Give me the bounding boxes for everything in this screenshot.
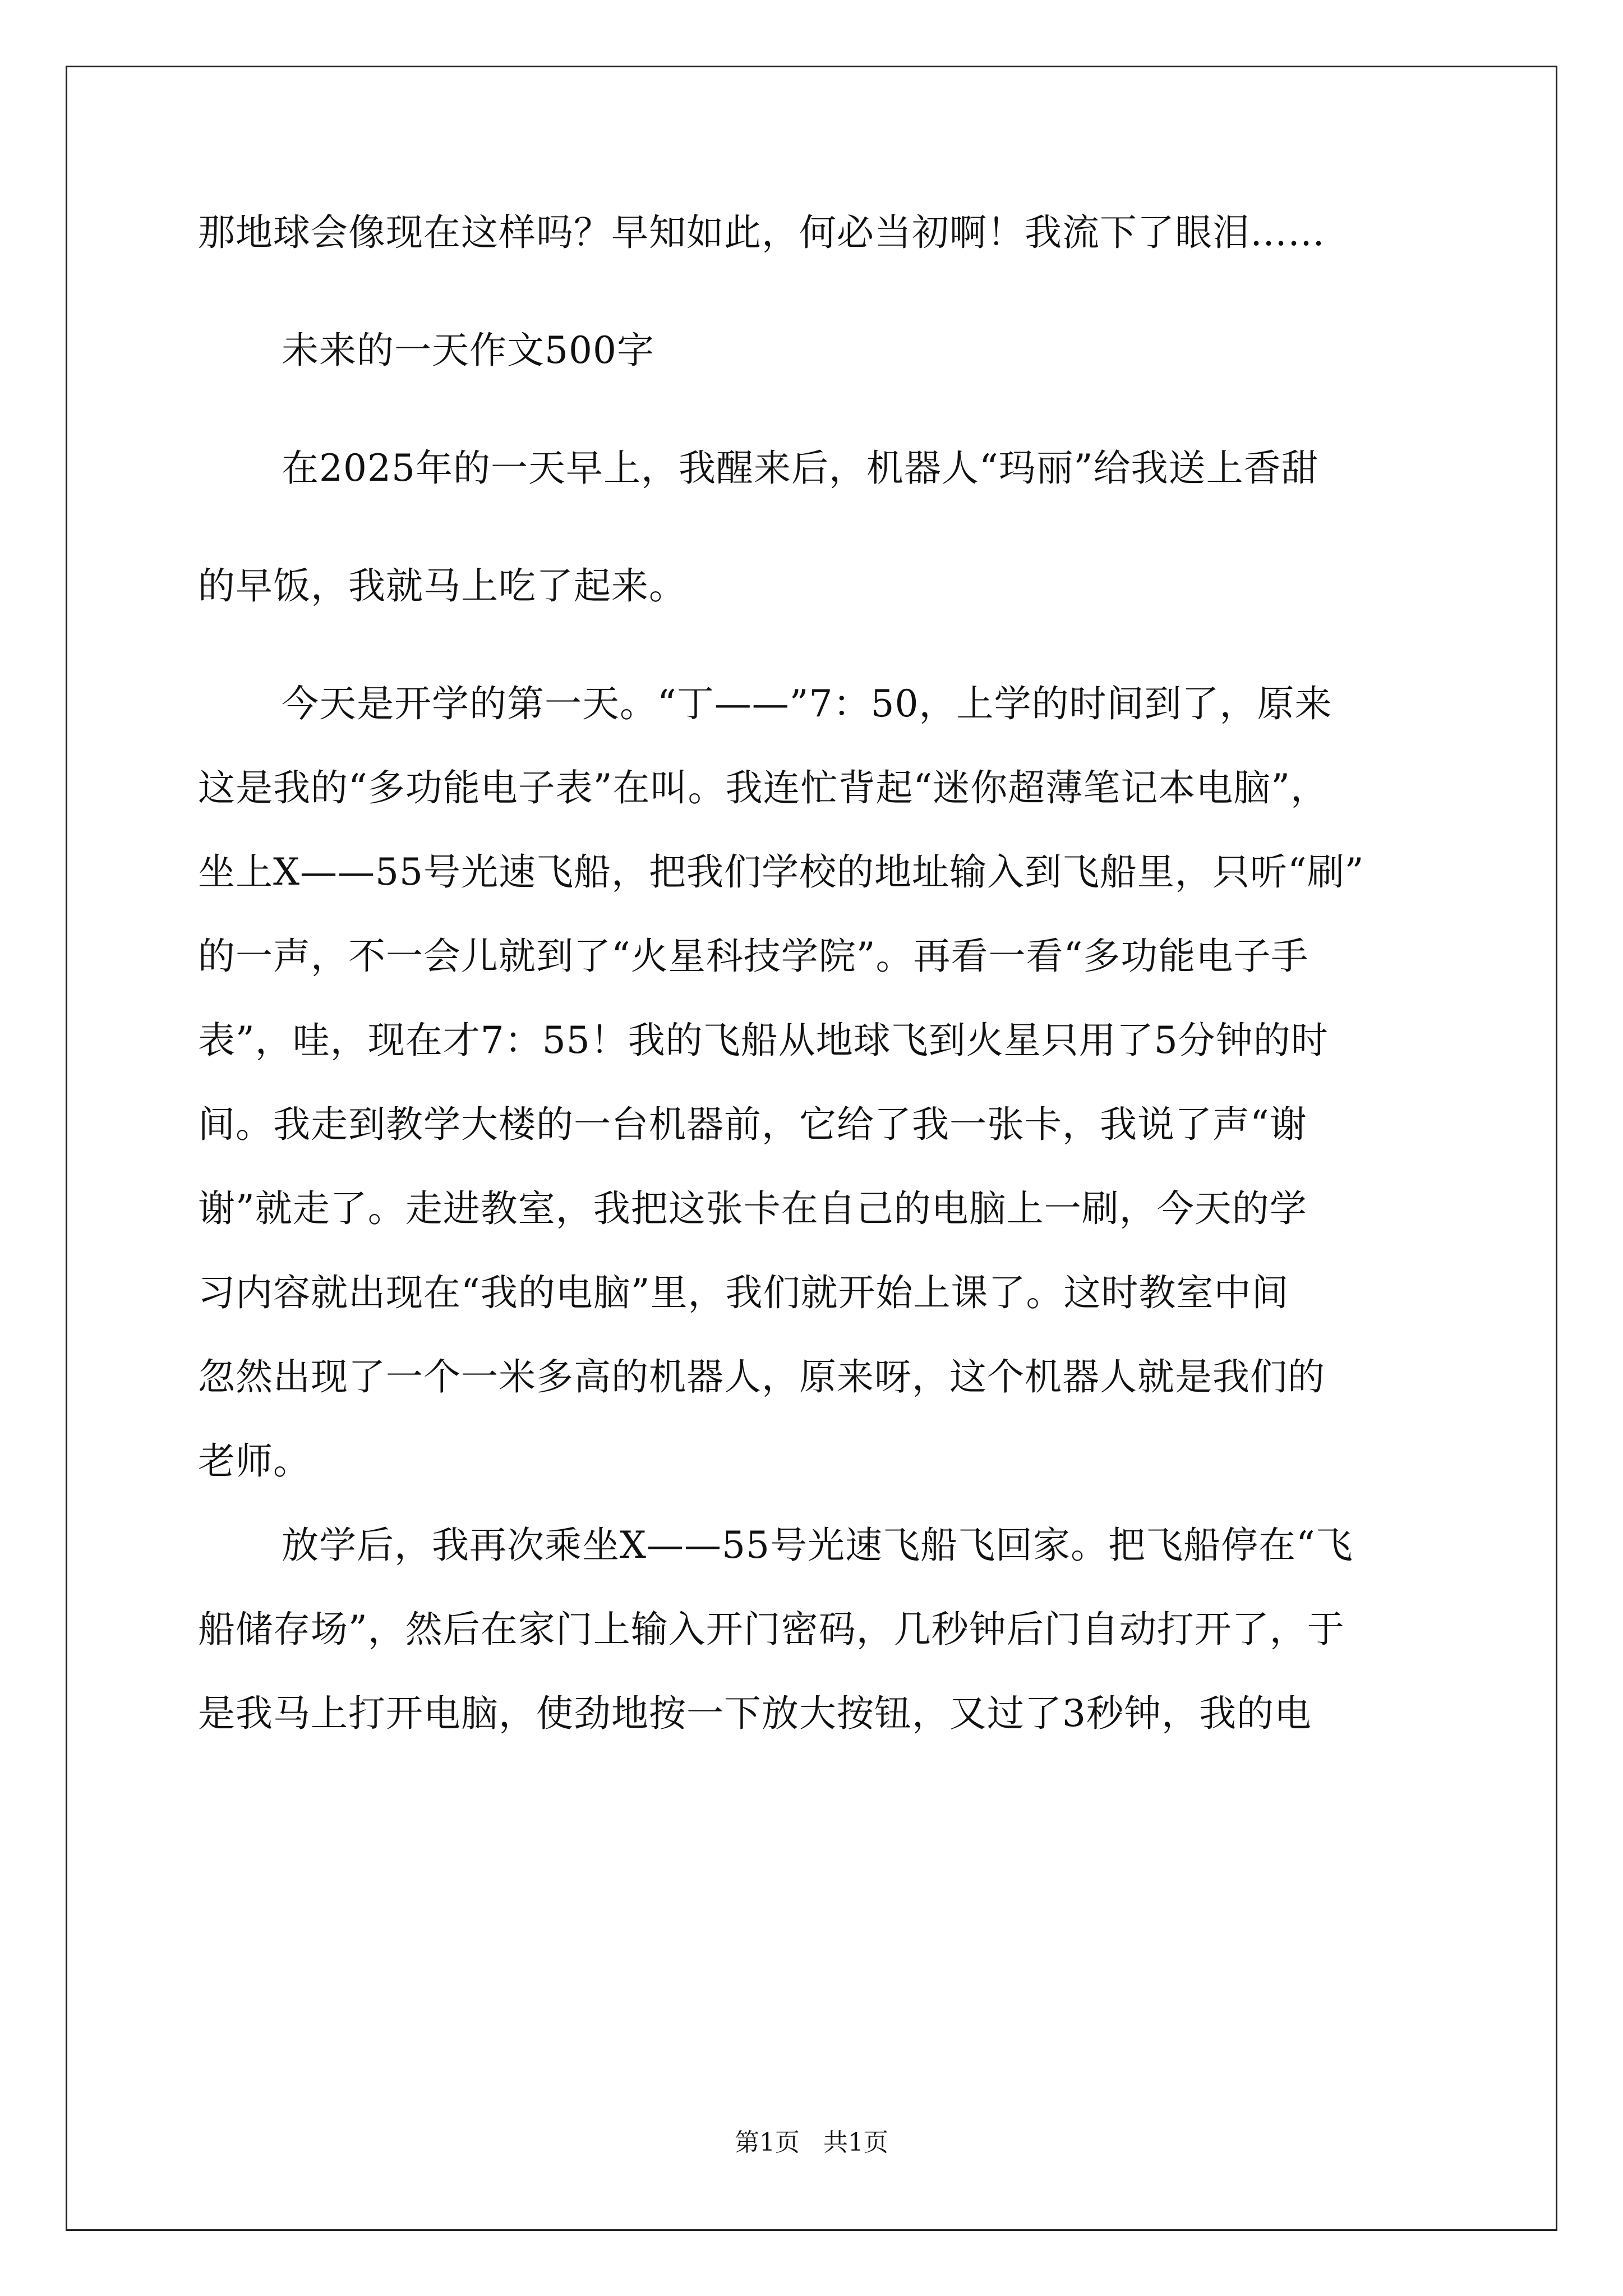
paragraph-1-line-2: 的早饭，我就马上吃了起来。	[198, 564, 686, 608]
paragraph-2-line-3: 坐上X——55号光速飞船，把我们学校的地址输入到飞船里，只听“刷”	[198, 850, 1364, 894]
paragraph-3-line-3: 是我马上打开电脑，使劲地按一下放大按钮，又过了3秒钟，我的电	[198, 1692, 1312, 1735]
paragraph-2-line-10: 老师。	[198, 1439, 311, 1483]
page-footer: 第1页 共1页	[735, 2128, 888, 2157]
paragraph-2-line-8: 习内容就出现在“我的电脑”里，我们就开始上课了。这时教室中间	[198, 1271, 1289, 1314]
paragraph-2-line-7: 谢”就走了。走进教室，我把这张卡在自己的电脑上一刷，今天的学	[198, 1187, 1307, 1230]
paragraph-2-line-5: 表”，哇，现在才7：55！我的飞船从地球飞到火星只用了5分钟的时	[198, 1019, 1329, 1062]
paragraph-2-line-6: 间。我走到教学大楼的一台机器前，它给了我一张卡，我说了声“谢	[198, 1103, 1307, 1146]
text-line-1: 那地球会像现在这样吗？早知如此，何必当初啊！我流下了眼泪……	[198, 211, 1325, 254]
paragraph-2-line-9: 忽然出现了一个一米多高的机器人，原来呀，这个机器人就是我们的	[198, 1355, 1325, 1398]
paragraph-2-line-2: 这是我的“多功能电子表”在叫。我连忙背起“迷你超薄笔记本电脑”，	[198, 766, 1328, 809]
paragraph-2-line-4: 的一声，不一会儿就到了“火星科技学院”。再看一看“多功能电子手	[198, 935, 1309, 978]
essay-title: 未来的一天作文500字	[282, 329, 654, 372]
paragraph-2-line-1: 今天是开学的第一天。“丁——”7：50，上学的时间到了，原来	[282, 682, 1332, 725]
paragraph-3-line-2: 船储存场”，然后在家门上输入开门密码，几秒钟后门自动打开了，于	[198, 1608, 1345, 1651]
paragraph-1-line-1: 在2025年的一天早上，我醒来后，机器人“玛丽”给我送上香甜	[282, 447, 1319, 490]
paragraph-3-line-1: 放学后，我再次乘坐X——55号光速飞船飞回家。把飞船停在“飞	[282, 1524, 1353, 1567]
